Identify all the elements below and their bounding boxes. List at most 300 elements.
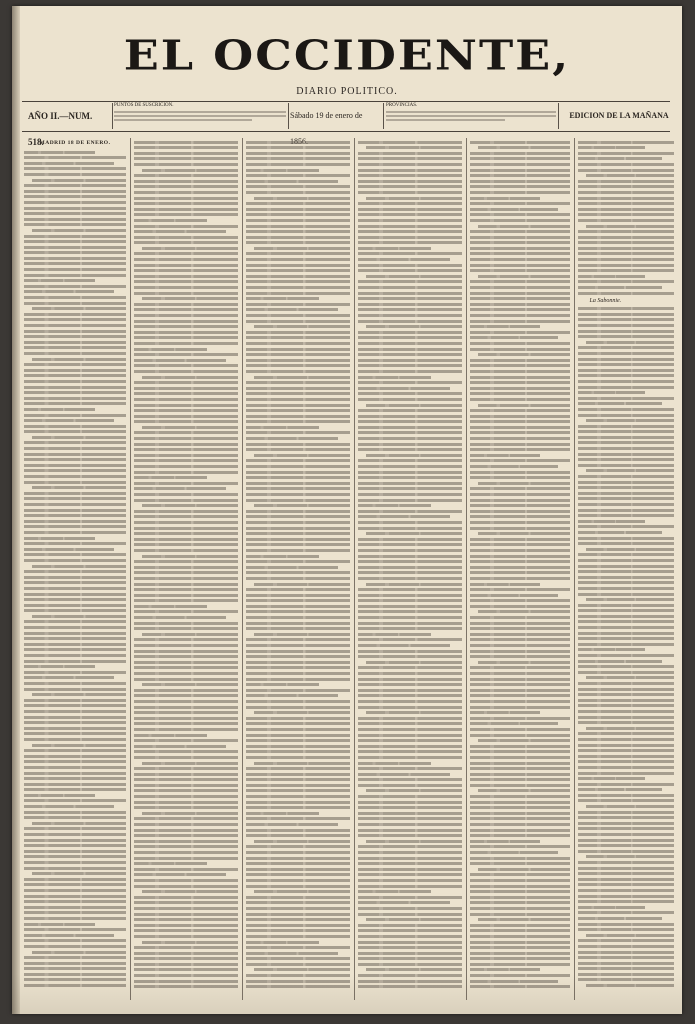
text-line <box>246 437 338 440</box>
text-line <box>358 292 462 295</box>
text-line <box>134 314 238 317</box>
text-line <box>24 257 126 260</box>
text-line <box>478 661 570 664</box>
text-line <box>470 180 570 183</box>
page-gutter <box>12 6 20 1014</box>
text-line <box>246 163 350 166</box>
text-line <box>24 732 126 735</box>
text-line <box>578 939 674 942</box>
text-line <box>358 694 462 697</box>
text-line <box>24 660 126 663</box>
text-line <box>246 817 350 820</box>
text-line <box>470 655 570 658</box>
text-line <box>246 957 350 960</box>
text-line <box>24 889 126 892</box>
text-line <box>358 549 462 552</box>
text-line <box>578 157 662 160</box>
text-line <box>578 286 662 289</box>
text-line <box>246 812 319 815</box>
text-line <box>246 342 350 345</box>
text-line <box>470 185 570 188</box>
text-line <box>24 525 126 528</box>
text-line <box>134 476 207 479</box>
text-line <box>134 801 238 804</box>
text-line <box>246 174 350 177</box>
text-line <box>470 885 570 888</box>
text-line <box>478 610 570 613</box>
text-line <box>358 163 462 166</box>
column-divider <box>242 138 243 1000</box>
text-line <box>246 331 350 334</box>
text-line <box>470 252 570 255</box>
text-line <box>134 364 238 367</box>
text-line <box>246 230 350 233</box>
text-line <box>24 341 126 344</box>
text-line <box>578 520 645 523</box>
text-line <box>578 269 674 272</box>
text-line <box>24 201 126 204</box>
text-line <box>246 896 350 899</box>
text-line <box>578 197 674 200</box>
text-line <box>134 174 238 177</box>
text-line <box>358 622 462 625</box>
text-line <box>578 152 674 155</box>
text-line <box>470 734 570 737</box>
column-divider <box>466 138 467 1000</box>
text-line <box>134 420 238 423</box>
text-line <box>134 795 238 798</box>
text-line <box>24 772 126 775</box>
article-column-2 <box>134 138 238 1004</box>
text-line <box>578 436 674 439</box>
text-line <box>24 598 126 601</box>
text-line <box>358 398 462 401</box>
text-line <box>470 935 570 938</box>
text-line <box>134 885 238 888</box>
text-line <box>134 773 238 776</box>
text-line <box>578 565 674 568</box>
text-line <box>24 458 126 461</box>
text-line <box>478 146 570 149</box>
text-line <box>478 868 570 871</box>
text-line <box>134 745 226 748</box>
text-line <box>134 431 238 434</box>
article-column-3 <box>246 138 350 1004</box>
text-line <box>246 873 350 876</box>
text-line <box>24 749 126 752</box>
text-line <box>358 739 462 742</box>
page-shading <box>12 974 682 1014</box>
text-line <box>578 346 674 349</box>
text-line <box>358 773 450 776</box>
text-line <box>246 487 350 490</box>
text-line <box>142 555 238 558</box>
text-line <box>134 694 238 697</box>
text-line <box>470 873 570 876</box>
text-line <box>358 616 462 619</box>
text-line <box>134 644 238 647</box>
text-line <box>246 459 350 462</box>
text-line <box>24 861 126 864</box>
text-line <box>32 229 126 232</box>
text-line <box>358 734 462 737</box>
text-line <box>246 655 350 658</box>
text-line <box>470 834 570 837</box>
text-line <box>24 682 126 685</box>
text-line <box>470 801 570 804</box>
text-line <box>578 844 674 847</box>
text-line <box>358 437 462 440</box>
text-line <box>358 655 462 658</box>
text-line <box>366 583 462 586</box>
text-line <box>24 223 126 226</box>
text-line <box>24 878 126 881</box>
text-line <box>24 704 126 707</box>
text-line <box>24 346 126 349</box>
text-line <box>358 538 462 541</box>
text-line <box>254 968 350 971</box>
text-line <box>24 240 126 243</box>
text-line <box>578 531 662 534</box>
text-line <box>134 935 238 938</box>
text-line <box>24 816 126 819</box>
text-line <box>578 671 674 674</box>
text-line <box>578 799 674 802</box>
text-line <box>24 285 126 288</box>
text-line <box>470 588 570 591</box>
text-line <box>24 151 95 154</box>
text-line <box>134 756 238 759</box>
text-line <box>358 946 462 949</box>
text-line <box>24 827 126 830</box>
text-line <box>134 622 238 625</box>
text-line <box>134 515 238 518</box>
text-line <box>578 464 674 467</box>
text-line <box>358 280 462 283</box>
text-line <box>246 722 350 725</box>
text-line <box>470 924 570 927</box>
text-line <box>24 643 126 646</box>
text-line <box>24 290 114 293</box>
text-line <box>578 744 674 747</box>
text-line <box>578 397 674 400</box>
text-line <box>470 622 570 625</box>
text-line <box>246 728 350 731</box>
text-line <box>246 532 350 535</box>
text-line <box>134 443 238 446</box>
text-line <box>586 855 674 858</box>
text-line <box>578 402 662 405</box>
text-line <box>134 817 238 820</box>
text-line <box>246 767 350 770</box>
text-line <box>24 296 126 299</box>
text-line <box>246 571 350 574</box>
text-line <box>246 364 350 367</box>
text-line <box>470 280 570 283</box>
text-line <box>142 812 238 815</box>
text-line <box>246 913 350 916</box>
text-line <box>358 577 462 580</box>
text-line <box>470 476 570 479</box>
text-line <box>470 829 570 832</box>
text-line <box>578 576 674 579</box>
text-line <box>358 644 450 647</box>
article-text <box>470 141 570 989</box>
text-line <box>470 387 570 390</box>
text-line <box>246 499 350 502</box>
text-line <box>358 829 462 832</box>
text-line <box>470 437 570 440</box>
text-line <box>134 901 238 904</box>
text-line <box>24 632 126 635</box>
text-line <box>246 627 350 630</box>
text-line <box>470 594 558 597</box>
text-line <box>246 868 350 871</box>
text-line <box>134 141 238 144</box>
text-line <box>32 358 126 361</box>
text-line <box>578 615 674 618</box>
text-line <box>246 605 350 608</box>
text-line <box>24 710 126 713</box>
text-line <box>134 566 238 569</box>
text-line <box>358 862 462 865</box>
text-line <box>254 504 350 507</box>
text-line <box>578 811 674 814</box>
text-line <box>358 141 462 144</box>
text-line <box>470 678 570 681</box>
text-line <box>470 471 570 474</box>
text-line <box>578 307 674 310</box>
text-line <box>24 548 114 551</box>
text-line <box>470 806 570 809</box>
text-line <box>578 593 674 596</box>
text-line <box>24 503 126 506</box>
text-line <box>470 599 570 602</box>
text-line <box>586 548 674 551</box>
text-line <box>24 727 126 730</box>
text-line <box>246 493 350 496</box>
text-line <box>246 185 350 188</box>
text-line <box>246 280 350 283</box>
text-line <box>358 566 462 569</box>
text-line <box>578 386 674 389</box>
text-line <box>134 359 226 362</box>
text-line <box>578 247 674 250</box>
text-line <box>246 476 350 479</box>
text-line <box>470 633 570 636</box>
text-line <box>246 963 350 966</box>
text-line <box>578 369 674 372</box>
text-line <box>246 801 350 804</box>
text-line <box>134 448 238 451</box>
text-line <box>24 302 126 305</box>
text-line <box>470 348 570 351</box>
text-line <box>578 738 674 741</box>
text-line <box>470 929 570 932</box>
text-line <box>358 476 462 479</box>
text-line <box>24 408 95 411</box>
text-line <box>134 398 238 401</box>
text-line <box>470 241 570 244</box>
text-line <box>24 883 126 886</box>
text-line <box>134 583 238 586</box>
text-line <box>246 689 350 692</box>
text-line <box>246 381 350 384</box>
text-line <box>578 833 674 836</box>
text-line <box>24 262 126 265</box>
text-line <box>578 962 674 965</box>
text-line <box>470 336 558 339</box>
header-divider <box>112 103 113 129</box>
text-line <box>32 615 126 618</box>
newspaper-title: EL OCCIDENTE, <box>123 30 571 80</box>
text-line <box>358 487 462 490</box>
text-line <box>358 420 462 423</box>
text-line <box>358 683 462 686</box>
text-line <box>578 654 674 657</box>
text-line <box>134 678 238 681</box>
text-line <box>24 212 126 215</box>
text-line <box>578 956 674 959</box>
text-line <box>246 577 350 580</box>
text-line <box>24 799 126 802</box>
text-line <box>254 376 350 379</box>
text-line <box>470 566 570 569</box>
text-line <box>358 717 462 720</box>
text-line <box>134 711 238 714</box>
text-line <box>470 208 558 211</box>
text-line <box>246 404 350 407</box>
text-line <box>578 163 674 166</box>
text-line <box>134 829 238 832</box>
text-line <box>470 454 540 457</box>
text-line <box>366 197 462 200</box>
text-line <box>578 141 674 144</box>
text-line <box>246 225 350 228</box>
text-line <box>358 320 462 323</box>
text-line <box>246 734 350 737</box>
text-line <box>366 532 462 535</box>
text-line <box>366 146 462 149</box>
text-line <box>470 376 570 379</box>
text-line <box>470 560 570 563</box>
text-line <box>358 745 462 748</box>
article-text <box>24 151 126 987</box>
text-line <box>246 169 319 172</box>
text-line <box>578 441 674 444</box>
text-line <box>246 717 350 720</box>
text-line <box>24 637 126 640</box>
text-line <box>246 924 350 927</box>
text-line <box>134 325 238 328</box>
text-line <box>24 833 126 836</box>
text-line <box>32 693 126 696</box>
text-line <box>358 638 462 641</box>
text-line <box>578 732 674 735</box>
text-line <box>246 353 350 356</box>
text-line <box>24 268 126 271</box>
text-line <box>24 755 126 758</box>
text-line <box>358 303 462 306</box>
text-line <box>24 318 126 321</box>
text-line <box>470 946 570 949</box>
text-line <box>32 822 126 825</box>
text-line <box>246 415 350 418</box>
text-line <box>358 924 462 927</box>
text-line <box>470 711 540 714</box>
text-line <box>358 482 462 485</box>
text-line <box>134 789 238 792</box>
text-line <box>134 963 238 966</box>
text-line <box>246 683 319 686</box>
text-line <box>578 486 674 489</box>
text-line <box>578 363 674 366</box>
text-line <box>134 689 238 692</box>
text-line <box>578 258 674 261</box>
text-line <box>134 857 238 860</box>
text-line <box>470 163 570 166</box>
text-line <box>246 152 350 155</box>
text-line <box>246 644 350 647</box>
text-line <box>134 387 238 390</box>
text-line <box>470 359 570 362</box>
column-divider <box>574 138 575 1000</box>
text-line <box>578 330 674 333</box>
text-line <box>246 387 350 390</box>
text-line <box>24 363 126 366</box>
text-line <box>358 750 462 753</box>
text-line <box>134 404 238 407</box>
text-line <box>24 419 114 422</box>
text-line <box>24 895 126 898</box>
text-line <box>134 292 238 295</box>
text-line <box>358 252 462 255</box>
text-line <box>578 704 674 707</box>
article-text <box>134 141 238 989</box>
text-line <box>134 728 238 731</box>
text-line <box>470 409 570 412</box>
text-line <box>470 700 570 703</box>
text-line <box>246 431 350 434</box>
text-line <box>578 275 645 278</box>
text-line <box>134 784 238 787</box>
text-line <box>578 648 645 651</box>
text-line <box>358 258 450 261</box>
text-line <box>358 795 462 798</box>
text-line <box>578 280 674 283</box>
text-line <box>24 235 126 238</box>
text-line <box>470 851 558 854</box>
text-line <box>134 571 238 574</box>
text-line <box>470 722 558 725</box>
text-line <box>246 208 350 211</box>
text-line <box>246 141 350 144</box>
text-line <box>470 913 570 916</box>
text-line <box>578 570 674 573</box>
text-line <box>134 750 238 753</box>
text-line <box>578 660 662 663</box>
text-line <box>246 443 350 446</box>
text-line <box>134 879 238 882</box>
text-line <box>578 867 674 870</box>
section-title: La Sabonnie. <box>589 297 622 304</box>
text-line <box>470 543 570 546</box>
edition-label: EDICION DE LA MAÑANA <box>569 111 669 120</box>
text-line <box>134 650 238 653</box>
text-line <box>470 465 558 468</box>
text-line <box>246 750 350 753</box>
text-line <box>246 359 350 362</box>
